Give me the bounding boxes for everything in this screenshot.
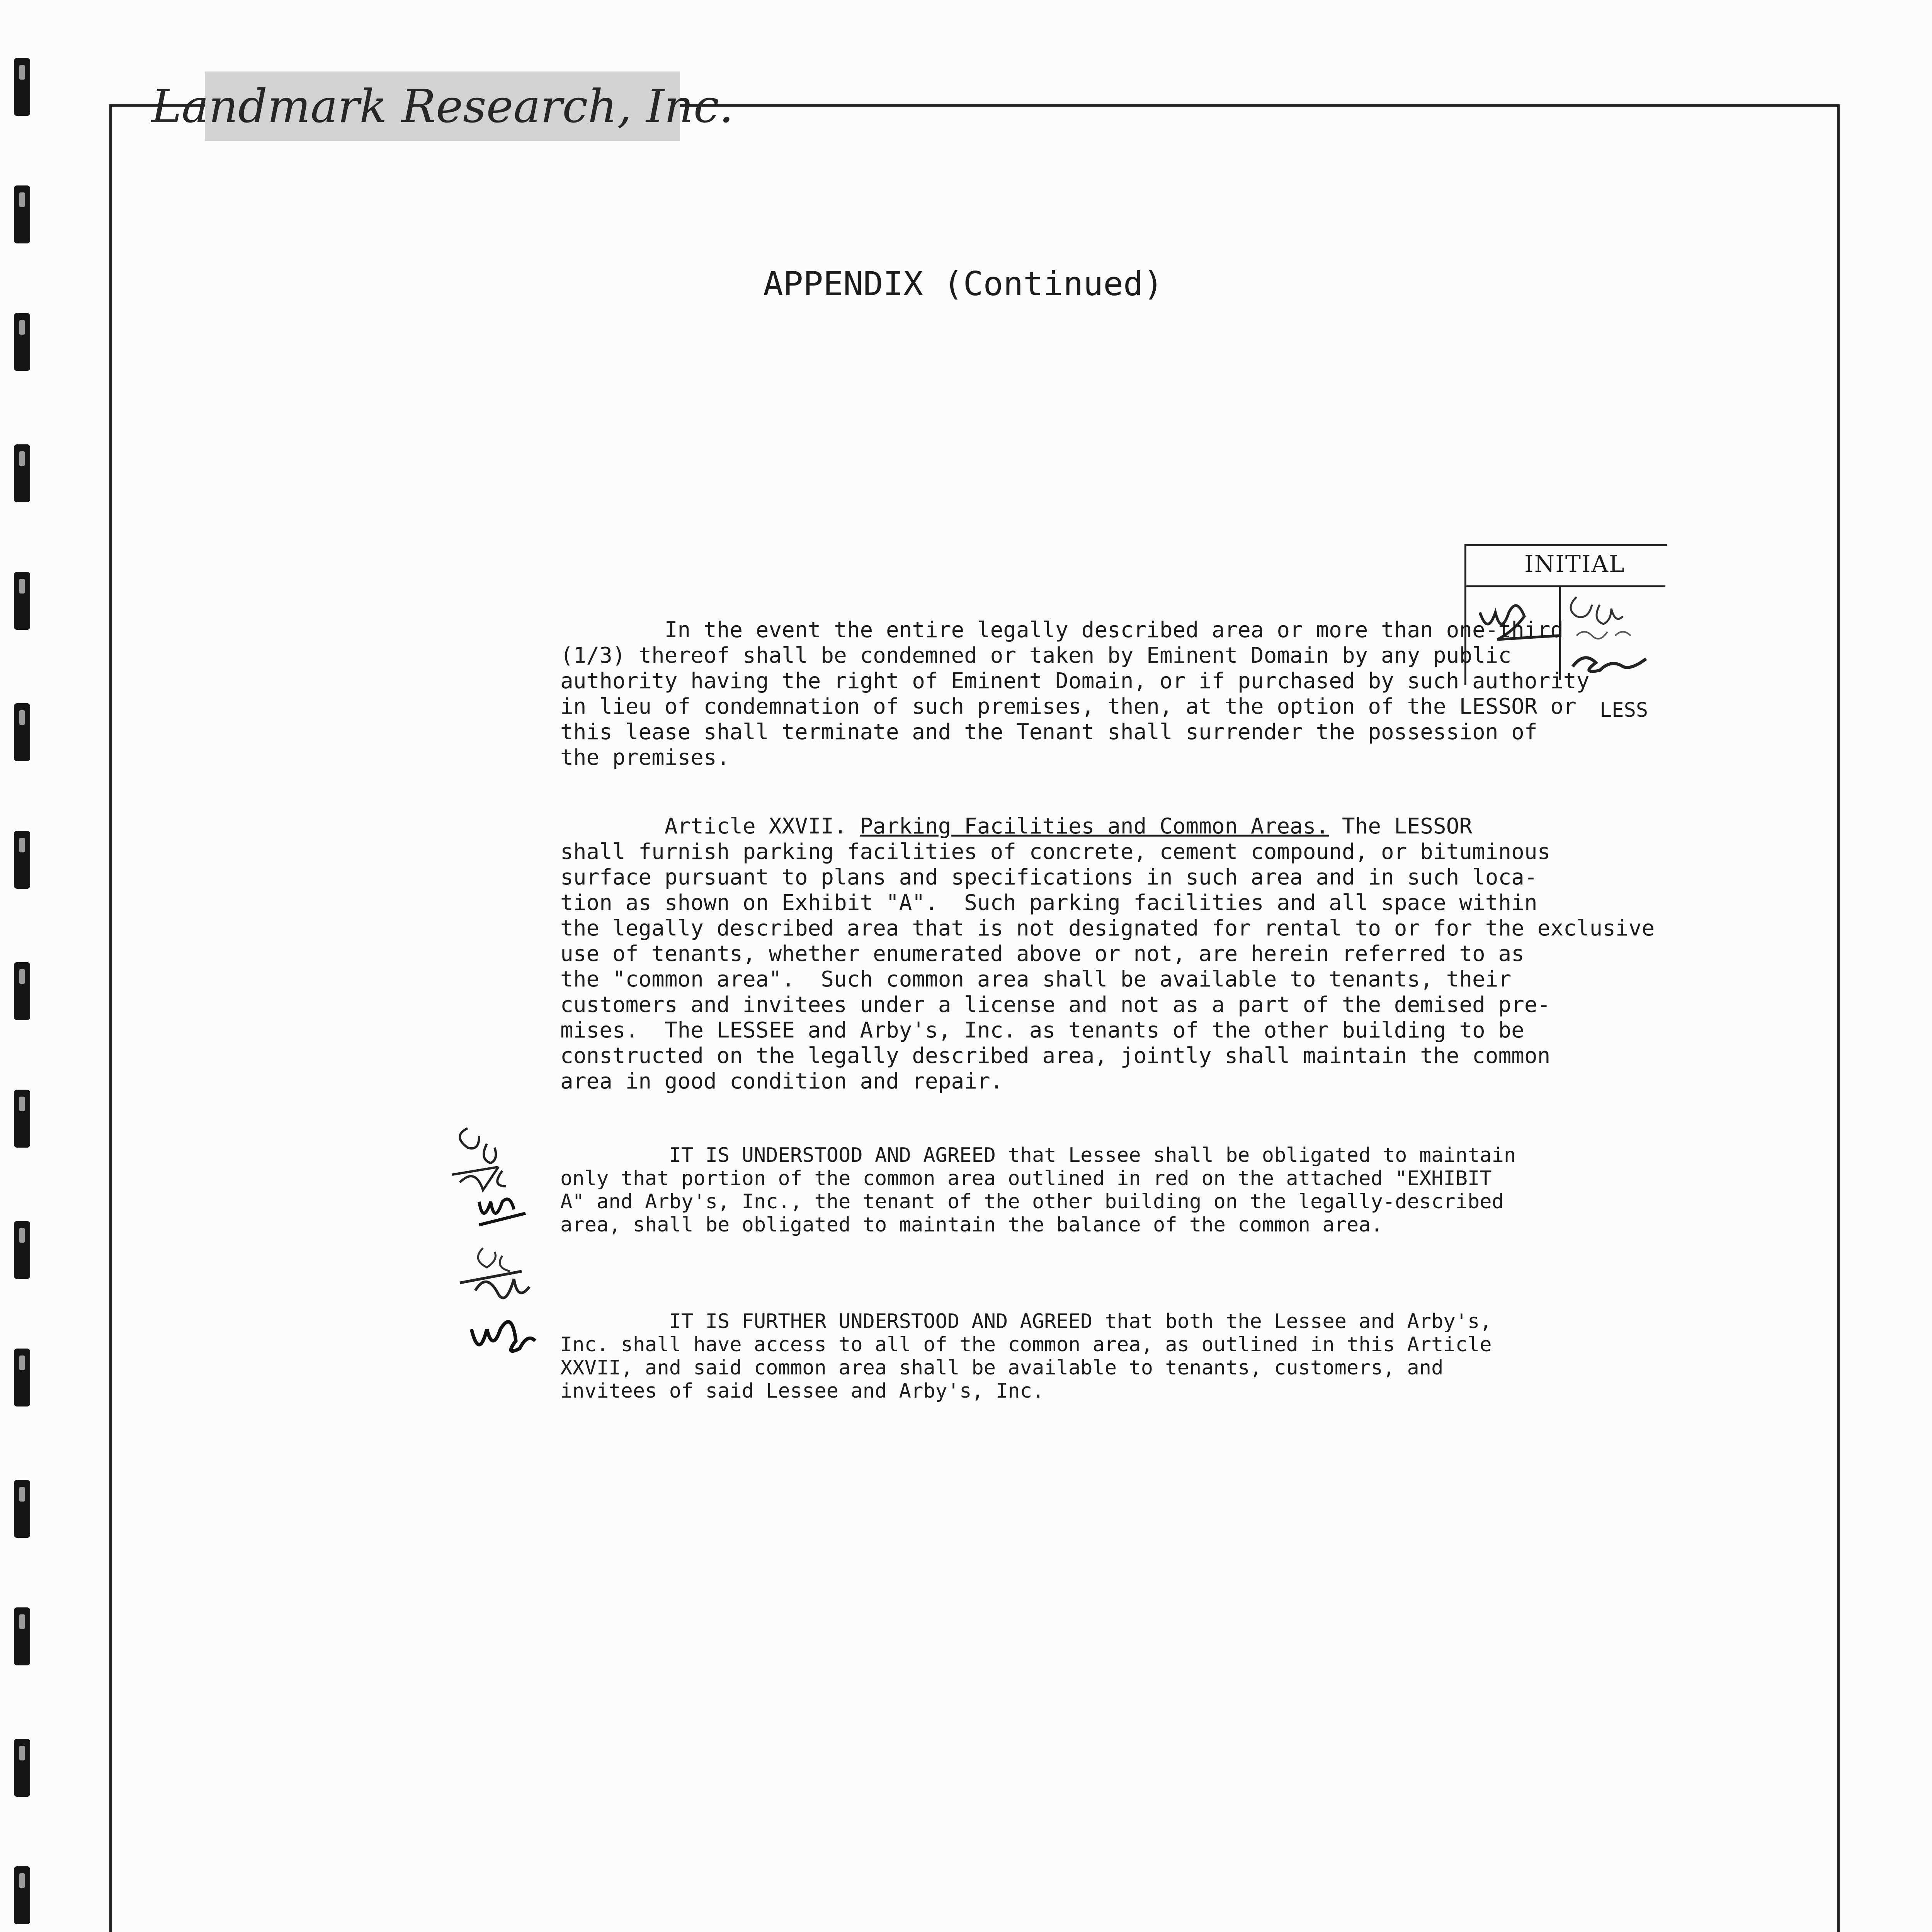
- margin-note: LESS: [1600, 699, 1648, 722]
- text-line: (1/3) thereof shall be condemned or taken by Eminent Domain by any public: [560, 643, 1512, 668]
- text-line: In the event the entire legally described area or more than one-third: [560, 617, 1564, 643]
- binder-hole: [14, 1866, 30, 1924]
- text-line: area in good condition and repair.: [560, 1069, 1003, 1094]
- binder-hole: [14, 831, 30, 889]
- text-line: authority having the right of Eminent Domain, or if purchased by such authority: [560, 668, 1590, 694]
- binder-hole: [14, 313, 30, 371]
- initial-box-divider: [1464, 585, 1665, 587]
- text-line: XXVII, and said common area shall be available to tenants, customers, and: [560, 1356, 1444, 1379]
- binder-hole: [14, 444, 30, 502]
- text-line: the legally described area that is not designated for rental to or for the exclusive: [560, 916, 1655, 941]
- text-line: Inc. shall have access to all of the common area, as outlined in this Article: [560, 1333, 1492, 1356]
- binder-hole: [14, 572, 30, 630]
- text-line: IT IS FURTHER UNDERSTOOD AND AGREED that both the Lessee and Arby's,: [560, 1310, 1492, 1333]
- binder-hole: [14, 58, 30, 116]
- initial-label: INITIAL: [1524, 551, 1625, 578]
- binder-hole: [14, 1607, 30, 1665]
- paragraph-access: [560, 1310, 1650, 1403]
- text-line: invitees of said Lessee and Arby's, Inc.: [560, 1379, 1044, 1403]
- binder-hole: [14, 703, 30, 761]
- text-line: area, shall be obligated to maintain the balance of the common area.: [560, 1213, 1383, 1236]
- binder-holes: [14, 0, 37, 1932]
- binder-hole: [14, 1349, 30, 1406]
- text-line: the premises.: [560, 745, 730, 770]
- text-line: customers and invitees under a license and not as a part of the demised pre-: [560, 992, 1551, 1017]
- binder-hole: [14, 1480, 30, 1538]
- paragraph-article-xxvii: [560, 814, 1655, 1094]
- company-logo: [151, 71, 734, 141]
- text-line: tion as shown on Exhibit "A". Such parking facilities and all space within: [560, 890, 1537, 915]
- text-line: shall furnish parking facilities of concrete, cement compound, or bituminous: [560, 839, 1551, 864]
- paragraph-maintenance: [560, 1144, 1650, 1236]
- binder-hole: [14, 185, 30, 243]
- paragraph-condemnation: [560, 617, 1650, 770]
- page-title: APPENDIX (Continued): [763, 265, 1163, 303]
- article-lead: Article XXVII.: [560, 814, 847, 839]
- binder-hole: [14, 962, 30, 1020]
- logo-text: Landmark Research, Inc.: [151, 80, 734, 133]
- article-first-line-rest: The LESSOR: [1329, 814, 1473, 839]
- text-line: IT IS UNDERSTOOD AND AGREED that Lessee shall be obligated to maintain: [560, 1144, 1516, 1167]
- text-line: this lease shall terminate and the Tenant shall surrender the possession of: [560, 719, 1537, 745]
- text-line: mises. The LESSEE and Arby's, Inc. as tenants of the other building to be: [560, 1018, 1524, 1043]
- binder-hole: [14, 1739, 30, 1797]
- text-line: only that portion of the common area outlined in red on the attached "EXHIBIT: [560, 1167, 1492, 1190]
- binder-hole: [14, 1090, 30, 1148]
- text-line: in lieu of condemnation of such premises, then, at the option of the LESSOR or: [560, 694, 1577, 719]
- text-line: [560, 814, 1650, 839]
- margin-signatures: [444, 1113, 572, 1368]
- binder-hole: [14, 1221, 30, 1279]
- article-heading: Parking Facilities and Common Areas.: [860, 814, 1329, 839]
- text-line: surface pursuant to plans and specifications in such area and in such loca-: [560, 865, 1537, 890]
- text-line: use of tenants, whether enumerated above or not, are herein referred to as: [560, 941, 1524, 966]
- text-line: constructed on the legally described area, jointly shall maintain the common: [560, 1043, 1551, 1068]
- text-line: A" and Arby's, Inc., the tenant of the other building on the legally-described: [560, 1190, 1504, 1213]
- text-line: the "common area". Such common area shall be available to tenants, their: [560, 967, 1512, 992]
